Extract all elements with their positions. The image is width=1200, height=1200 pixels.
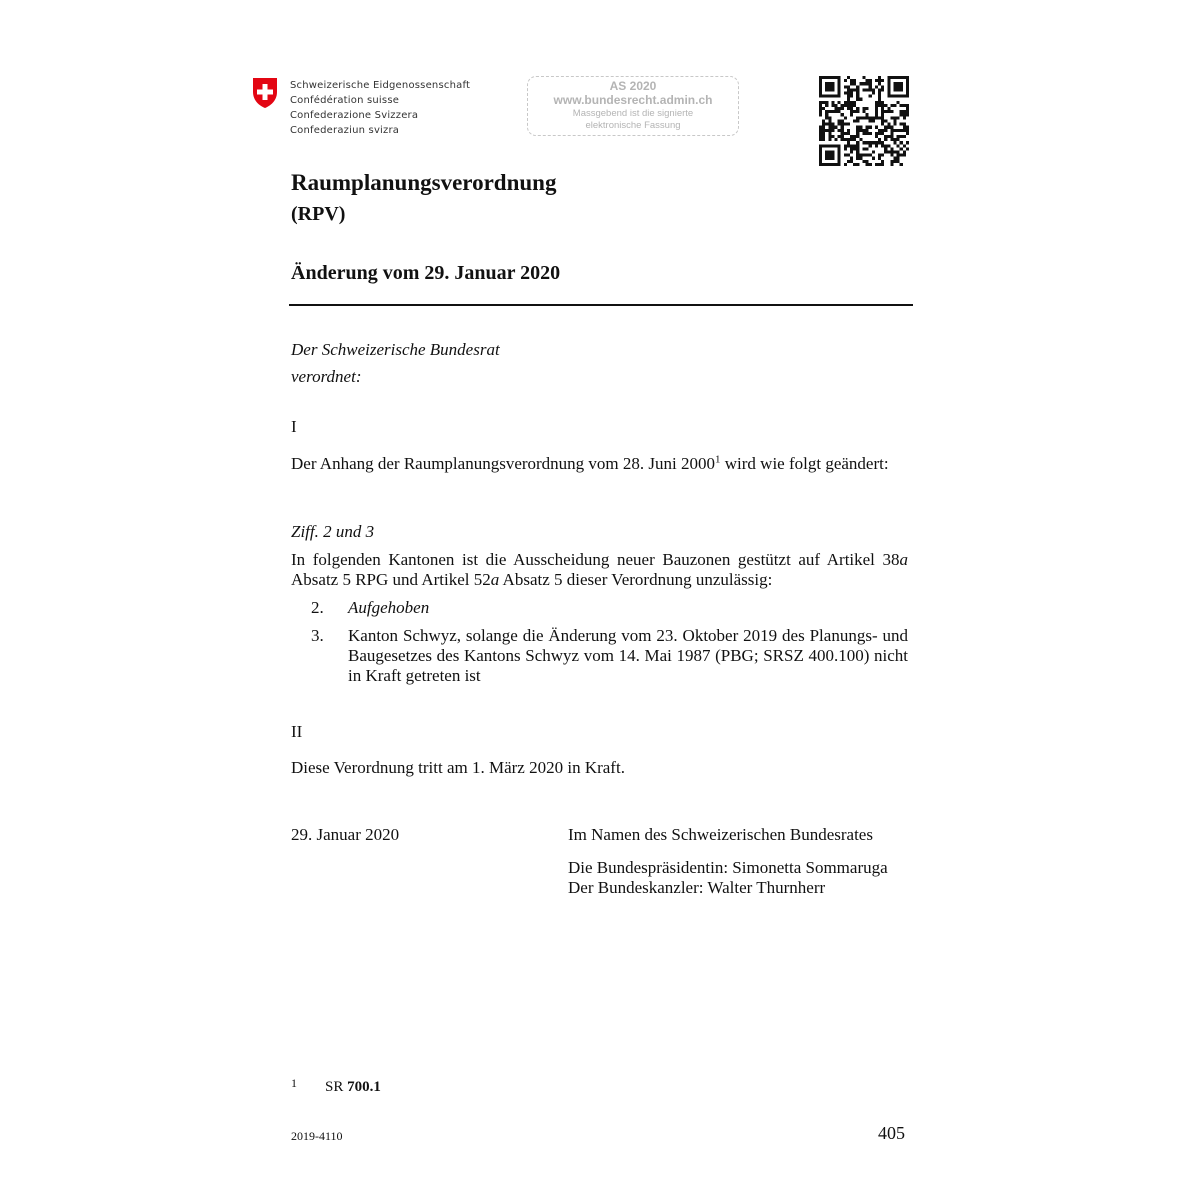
signatory-president: Die Bundespräsidentin: Simonetta Sommaruga — [568, 858, 888, 877]
amendment-date-heading: Änderung vom 29. Januar 2020 — [291, 262, 561, 284]
stamp-line: www.bundesrecht.admin.ch — [553, 93, 713, 107]
stamp-line: elektronische Fassung — [585, 120, 681, 131]
ziff-text-part: a — [490, 570, 500, 589]
ziff-text-part: a — [899, 550, 908, 569]
preamble-line: Der Schweizerische Bundesrat — [291, 340, 500, 359]
section-heading-i: I — [291, 417, 297, 436]
section-ii-text: Diese Verordnung tritt am 1. März 2020 in Kraft. — [291, 758, 625, 777]
signature-names — [568, 858, 888, 898]
footnote-text — [325, 1079, 381, 1096]
signature-on-behalf: Im Namen des Schweizerischen Bundesrates — [568, 825, 873, 844]
ziff-text-part: In folgenden Kantonen ist die Ausscheidung neuer Bauzonen gestützt auf Artikel 38 — [291, 550, 900, 569]
signatory-chancellor: Der Bundeskanzler: Walter Thurnherr — [568, 878, 826, 897]
list-item-text: Aufgehoben — [348, 598, 430, 617]
document-id: 2019-4110 — [291, 1129, 343, 1143]
confederation-line: Schweizerische Eidgenossenschaft — [290, 80, 471, 91]
document-abbreviation: (RPV) — [291, 203, 346, 225]
ziff-heading: Ziff. 2 und 3 — [291, 522, 375, 541]
swiss-crest-icon — [252, 77, 278, 109]
list-item-text: Kanton Schwyz, solange die Änderung vom 23. Oktober 2019 des Planungs- und Baugesetzes des Kantons Schwyz vom 14. Mai 1987 (PBG; SRSZ 400.100) nicht in Kraft getreten ist — [348, 626, 908, 685]
footnote-number: 1 — [291, 1076, 297, 1090]
official-publication-stamp — [527, 76, 739, 136]
confederation-name-block — [290, 78, 470, 138]
qr-code-icon — [819, 76, 909, 166]
preamble-line: verordnet: — [291, 367, 362, 386]
signature-date: 29. Januar 2020 — [291, 825, 400, 844]
ziff-text-part: Absatz 5 dieser Verordnung unzulässig: — [499, 570, 773, 589]
document-title: Raumplanungsverordnung — [291, 170, 557, 195]
confederation-line: Confédération suisse — [290, 95, 400, 106]
section-i-intro — [291, 454, 908, 474]
stamp-line: Massgebend ist die signierte — [572, 108, 694, 119]
confederation-line: Confederazione Svizzera — [290, 110, 419, 121]
page-number: 405 — [878, 1123, 905, 1143]
list-item-number: 2. — [311, 598, 324, 617]
title-divider — [289, 304, 913, 306]
preamble — [291, 336, 500, 390]
ziff-text-part: Absatz 5 RPG und Artikel 52 — [291, 570, 491, 589]
footnote-reference: 700.1 — [347, 1079, 381, 1095]
ziff-text — [291, 550, 908, 590]
list-item-number: 3. — [311, 626, 324, 645]
section-heading-ii: II — [291, 722, 303, 741]
stamp-line: AS 2020 — [609, 79, 657, 93]
intro-text: wird wie folgt geändert: — [720, 454, 889, 473]
footnote-prefix: SR — [325, 1079, 348, 1095]
intro-text: Der Anhang der Raumplanungsverordnung vom 28. Juni 2000 — [291, 454, 715, 473]
footnote-ref: 1 — [715, 453, 721, 466]
confederation-line: Confederaziun svizra — [290, 125, 400, 136]
